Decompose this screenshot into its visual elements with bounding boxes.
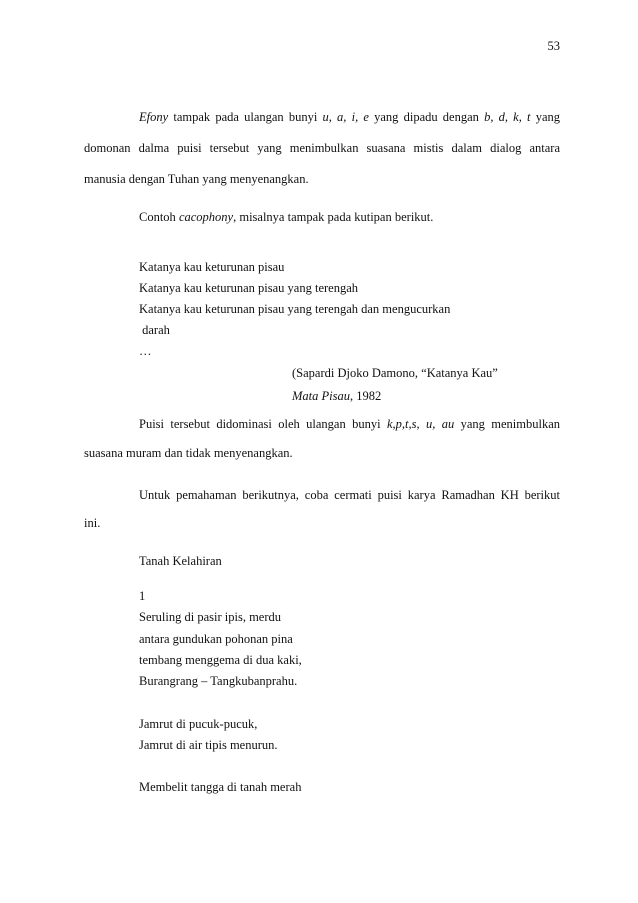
- text-segment: Puisi tersebut didominasi oleh ulangan bunyi: [139, 417, 387, 431]
- text-segment: tampak pada ulangan bunyi: [168, 110, 323, 124]
- term-cacophony: cacophony: [178, 210, 234, 224]
- citation-year: , 1982: [349, 389, 382, 403]
- paragraph-1-line-2: domonan dalma puisi tersebut yang menimbulkan suasana mistis dalam dialog antara: [84, 141, 560, 155]
- poem-1-line: Katanya kau keturunan pisau: [139, 260, 285, 274]
- sounds-italic: k,p,t,s, u, au: [386, 417, 455, 431]
- poem-2-line: Membelit tangga di tanah merah: [139, 780, 302, 794]
- paragraph-1-line-3: manusia dengan Tuhan yang menyenangkan.: [84, 172, 309, 186]
- vowels-italic: u, a, i, e: [322, 110, 369, 124]
- text-segment: yang dipadu dengan: [368, 110, 485, 124]
- poem-1-line: darah: [139, 323, 170, 337]
- poem-1-line: Katanya kau keturunan pisau yang terengah dan mengucurkan: [139, 302, 451, 316]
- poem-2-line: antara gundukan pohonan pina: [139, 632, 293, 646]
- page-number: 53: [547, 39, 560, 53]
- paragraph-3-line-2: suasana muram dan tidak menyenangkan.: [84, 446, 293, 460]
- poem-1-citation: (Sapardi Djoko Damono, “Katanya Kau”: [292, 366, 498, 380]
- poem-2-line: Burangrang – Tangkubanprahu.: [139, 674, 298, 688]
- consonants-italic: b, d, k, t: [484, 110, 531, 124]
- text-segment: , misalnya tampak pada kutipan berikut.: [233, 210, 434, 224]
- citation-book-title: Mata Pisau: [292, 389, 350, 403]
- text-segment: yang: [530, 110, 560, 124]
- poem-2-title: Tanah Kelahiran: [139, 554, 222, 568]
- term-efony: Efony: [139, 110, 169, 124]
- poem-1-citation-source: [292, 388, 381, 404]
- text-segment: Contoh: [139, 210, 179, 224]
- paragraph-4-line-1: Untuk pemahaman berikutnya, coba cermati puisi karya Ramadhan KH berikut: [139, 488, 560, 502]
- paragraph-4-line-2: ini.: [84, 516, 101, 530]
- poem-1-line: Katanya kau keturunan pisau yang terengah: [139, 281, 359, 295]
- poem-2-line: tembang menggema di dua kaki,: [139, 653, 302, 667]
- paragraph-3-line-1: [139, 416, 560, 432]
- text-segment: yang menimbulkan: [454, 417, 560, 431]
- poem-2-line: Jamrut di pucuk-pucuk,: [139, 717, 258, 731]
- poem-2-line: Jamrut di air tipis menurun.: [139, 738, 278, 752]
- paragraph-1-line-1: [139, 109, 560, 125]
- paragraph-2: [139, 209, 433, 225]
- poem-2-line: Seruling di pasir ipis, merdu: [139, 610, 281, 624]
- poem-1-ellipsis: …: [139, 344, 152, 358]
- poem-2-section-number: 1: [139, 589, 146, 603]
